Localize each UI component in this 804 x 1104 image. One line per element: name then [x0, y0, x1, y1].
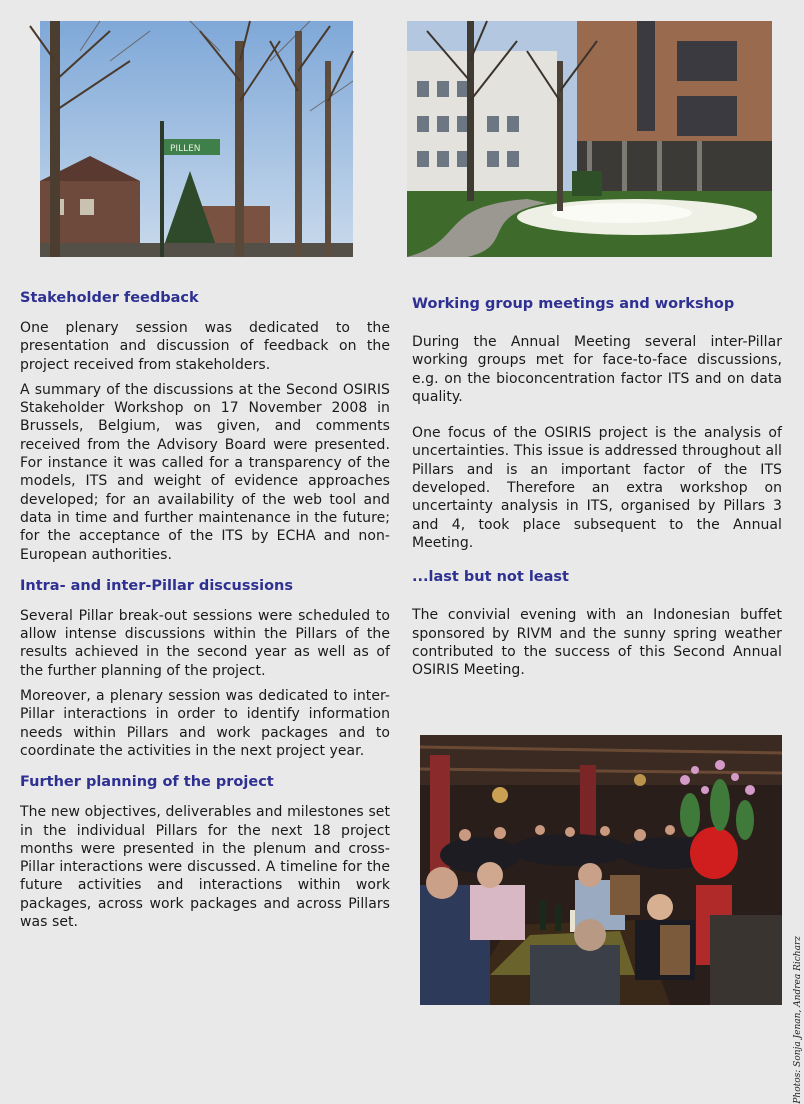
section-heading-last-but-not-least: ...last but not least: [412, 569, 569, 586]
section-heading-stakeholder-feedback: Stakeholder feedback: [20, 290, 199, 306]
section-heading-intra-inter-pillar: Intra- and inter-Pillar discussions: [20, 577, 293, 594]
street-sign-label: PILLEN: [170, 144, 201, 154]
campus-building-photo: [407, 21, 772, 257]
paragraph: The convivial evening with an Indonesian buffet sponsored by RIVM and the sunny spring weather contributed to the success of this Second Annual OSIRIS Meeting.: [412, 607, 782, 679]
paragraph: One focus of the OSIRIS project is the analysis of uncertainties. This issue is addressed throughout all Pillars and is an important factor of the ITS developed. Therefore an extra workshop on uncertainty analysis in ITS, organised by Pillars 3 and 4, took place subsequent to the Annual Meeting.: [412, 425, 782, 551]
paragraph: Moreover, a plenary session was dedicated to inter-Pillar interactions in order to identify information needs within Pillars and work packages and to coordinate the activities in the next project year.: [20, 688, 390, 759]
paragraph: One plenary session was dedicated to the presentation and discussion of feedback on the project received from stakeholders.: [20, 320, 390, 373]
right-column: [412, 295, 782, 679]
dinner-event-photo: [420, 735, 782, 1005]
street-trees-photo: [40, 21, 353, 257]
left-column: [20, 289, 390, 931]
section-heading-further-planning: Further planning of the project: [20, 774, 274, 791]
paragraph: Several Pillar break-out sessions were scheduled to allow intense discussions within the Pillars of the results achieved in the second year as well as of the further planning of the project.: [20, 607, 390, 679]
paragraph: During the Annual Meeting several inter-Pillar working groups met for face-to-face discussions, e.g. on the bioconcentration factor ITS and on data quality.: [412, 334, 782, 405]
paragraph: The new objectives, deliverables and milestones set in the individual Pillars for the next 18 project months were presented in the plenum and cross-Pillar interactions were discussed. A timeline for the future activities and interactions within work packages, across work packages and across Pillars was set.: [20, 804, 390, 931]
paragraph: A summary of the discussions at the Second OSIRIS Stakeholder Workshop on 17 November 2008 in Brussels, Belgium, was given, and comments received from the Advisory Board were presented. For instance it was called for a transparency of the models, ITS and weight of evidence approaches developed; for an availability of the web tool and data in time and further maintenance in the future; for the acceptance of the ITS by ECHA and non-European authorities.: [20, 381, 390, 563]
photo-credit-text: Photos: Sonja Jenan, Andrea Richarz: [793, 936, 803, 1104]
section-heading-working-group: Working group meetings and workshop: [412, 296, 735, 312]
